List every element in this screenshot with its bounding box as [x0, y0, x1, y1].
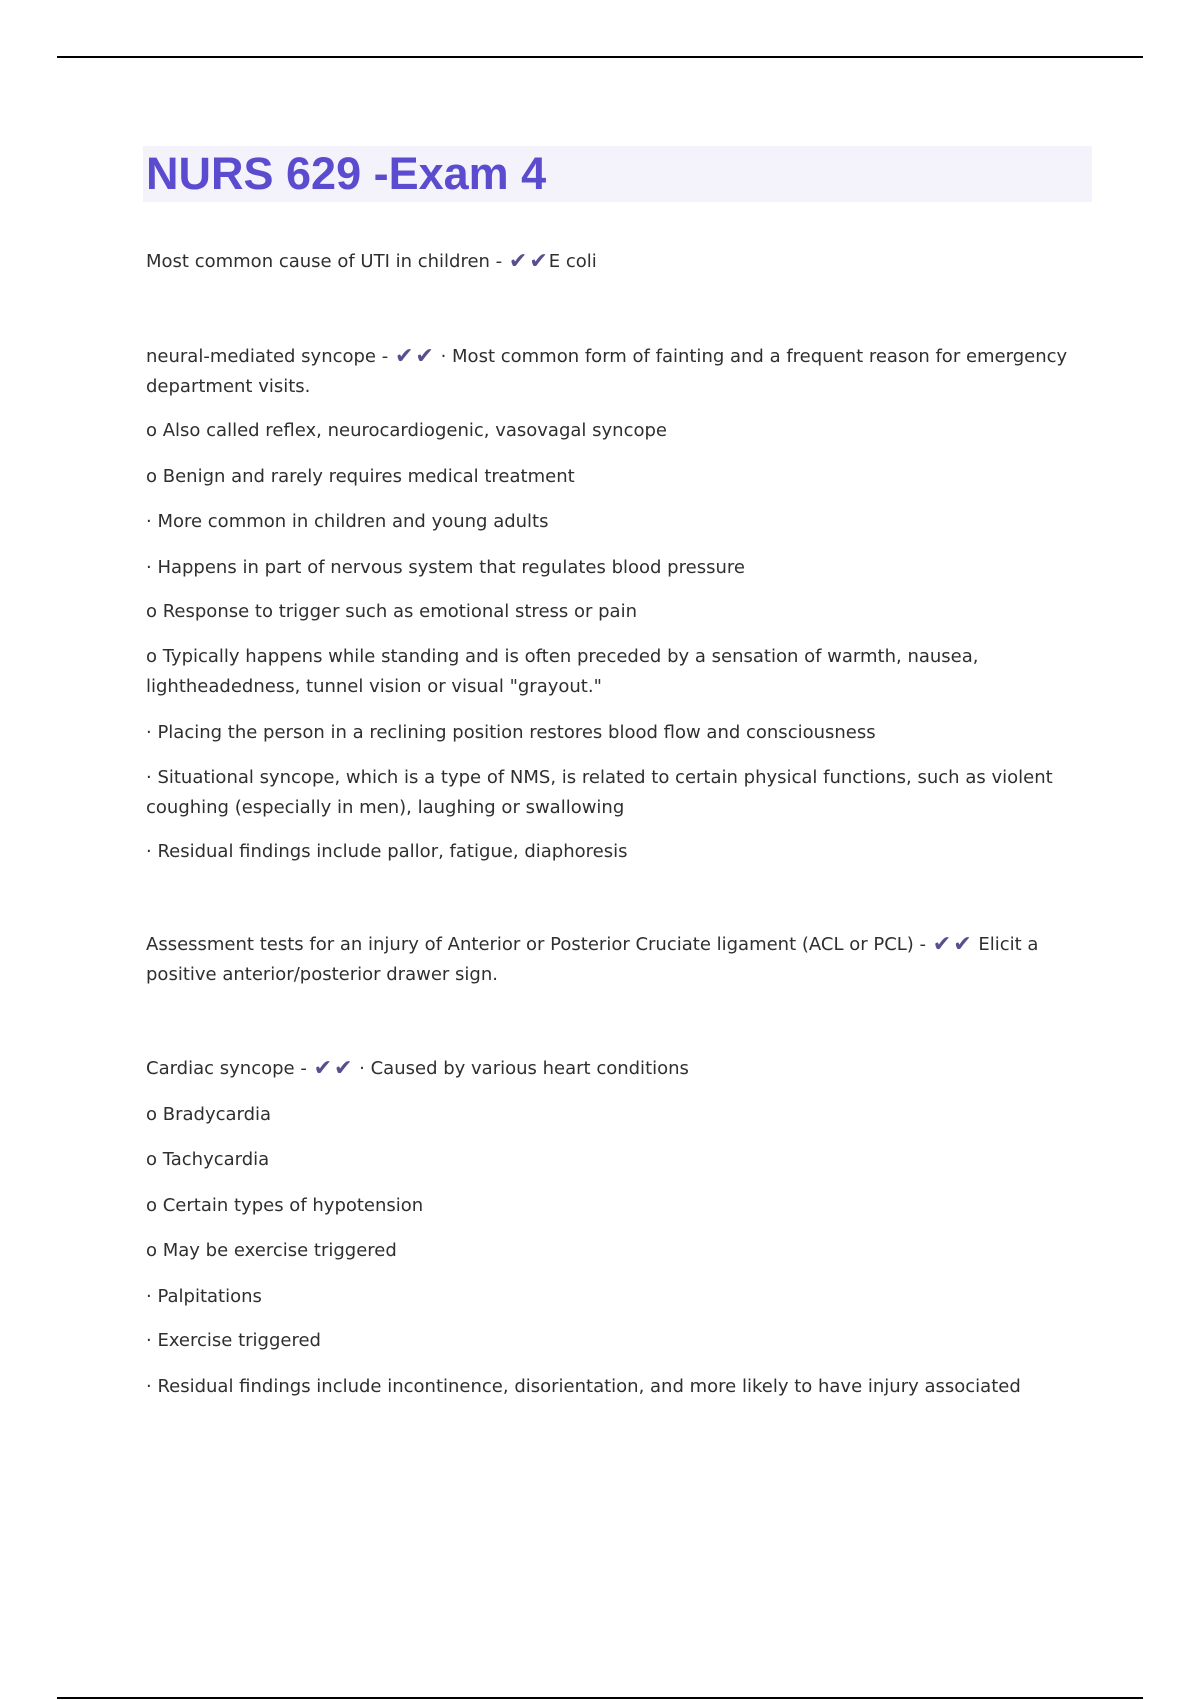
bullet-item: · Happens in part of nervous system that regulates blood pressure: [146, 557, 745, 578]
check-icons: [508, 251, 549, 272]
check-icon: ✔: [415, 344, 434, 369]
check-icon: ✔: [334, 1056, 353, 1081]
bullet-item: o May be exercise triggered: [146, 1240, 397, 1261]
check-icons: [313, 1058, 354, 1079]
answer-text: · Most common form of fainting and a frequent reason for emergency department visits.: [146, 346, 1068, 397]
bullet-item: o Certain types of hypotension: [146, 1195, 424, 1216]
document-title: NURS 629 -Exam 4: [146, 148, 547, 199]
bullet-item: o Bradycardia: [146, 1104, 272, 1125]
bullet-item: o Benign and rarely requires medical treatment: [146, 466, 575, 487]
bullet-item: o Typically happens while standing and is often preceded by a sensation of warmth, nausea, lightheadedness, tunnel vision or visual "grayout.": [146, 646, 979, 697]
check-icon: ✔: [953, 932, 972, 957]
check-icon: ✔: [932, 932, 952, 957]
answer-text: Elicit a positive anterior/posterior drawer sign.: [146, 934, 1039, 985]
qa-entry-cardiac-syncope: [146, 1054, 1091, 1084]
bullet-item: o Also called reflex, neurocardiogenic, vasovagal syncope: [146, 420, 667, 441]
bullet-item: · Situational syncope, which is a type of NMS, is related to certain physical functions, such as violent coughing (especially in men), laughing or swallowing: [146, 767, 1053, 818]
bullet-item: · More common in children and young adults: [146, 511, 549, 532]
check-icon: ✔: [313, 1056, 332, 1081]
qa-entry-neural-mediated-syncope: [146, 342, 1091, 402]
bullet-item: · Exercise triggered: [146, 1330, 321, 1351]
bullet-item: · Placing the person in a reclining position restores blood flow and consciousness: [146, 722, 876, 743]
check-icon: ✔: [508, 249, 528, 274]
answer-text: E coli: [548, 251, 597, 272]
bullet-item: o Response to trigger such as emotional stress or pain: [146, 601, 637, 622]
bullet-item: o Tachycardia: [146, 1149, 270, 1170]
bullet-item: · Residual findings include pallor, fatigue, diaphoresis: [146, 841, 628, 862]
question-text: Cardiac syncope -: [146, 1058, 307, 1079]
check-icons: [932, 934, 973, 955]
question-text: Most common cause of UTI in children -: [146, 251, 503, 272]
bullet-item: · Palpitations: [146, 1286, 262, 1307]
check-icon: ✔: [394, 344, 414, 369]
question-text: neural-mediated syncope -: [146, 346, 389, 367]
qa-entry-acl-pcl: [146, 930, 1091, 990]
question-text: Assessment tests for an injury of Anterior or Posterior Cruciate ligament (ACL or PCL) -: [146, 934, 927, 955]
qa-entry-uti: [146, 247, 1091, 277]
top-rule: [57, 56, 1143, 58]
bullet-item: · Residual findings include incontinence, disorientation, and more likely to have injury associated: [146, 1376, 1021, 1397]
check-icon: ✔: [529, 249, 548, 274]
bottom-rule: [57, 1697, 1143, 1699]
check-icons: [394, 346, 435, 367]
answer-text: · Caused by various heart conditions: [359, 1058, 689, 1079]
